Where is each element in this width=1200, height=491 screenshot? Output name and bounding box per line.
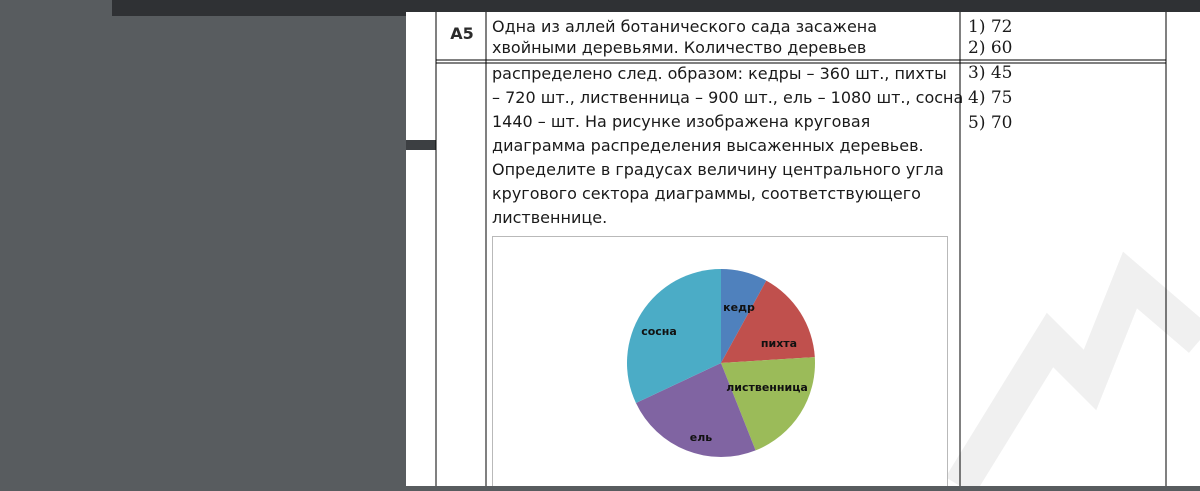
question-line: диаграмма распределения высаженных деревьев. <box>492 136 924 155</box>
question-line: – 720 шт., лиственница – 900 шт., ель – 1080 шт., сосна <box>492 88 964 107</box>
task-number: A5 <box>450 24 474 43</box>
question-line: лиственнице. <box>492 208 608 227</box>
question-line: кругового сектора диаграммы, соответствующего <box>492 184 921 203</box>
answer-option-4: 4) 75 <box>968 88 1013 108</box>
question-text-row1 <box>492 16 877 58</box>
answer-option-1: 1) 72 <box>968 17 1013 37</box>
answer-option-2: 2) 60 <box>968 38 1013 58</box>
pie-slice-label: пихта <box>760 337 798 350</box>
question-line: распределено след. образом: кедры – 360 шт., пихты <box>492 64 947 83</box>
question-line: Определите в градусах величину центрального угла <box>492 160 944 179</box>
pie-chart <box>493 237 949 487</box>
pie-slice-label: ель <box>689 431 713 444</box>
answer-option-5: 5) 70 <box>968 113 1013 133</box>
pie-slice-label: кедр <box>723 301 755 314</box>
question-line: хвойными деревьями. Количество деревьев <box>492 38 867 57</box>
pie-slice-label: лиственница <box>726 381 808 394</box>
question-line: Одна из аллей ботанического сада засажена <box>492 17 878 36</box>
pie-chart-frame <box>492 236 948 486</box>
pie-slice-label: сосна <box>641 325 677 338</box>
question-text-row2 <box>492 62 963 230</box>
answer-option-3: 3) 45 <box>968 63 1013 83</box>
question-line: 1440 – шт. На рисунке изображена круговая <box>492 112 871 131</box>
